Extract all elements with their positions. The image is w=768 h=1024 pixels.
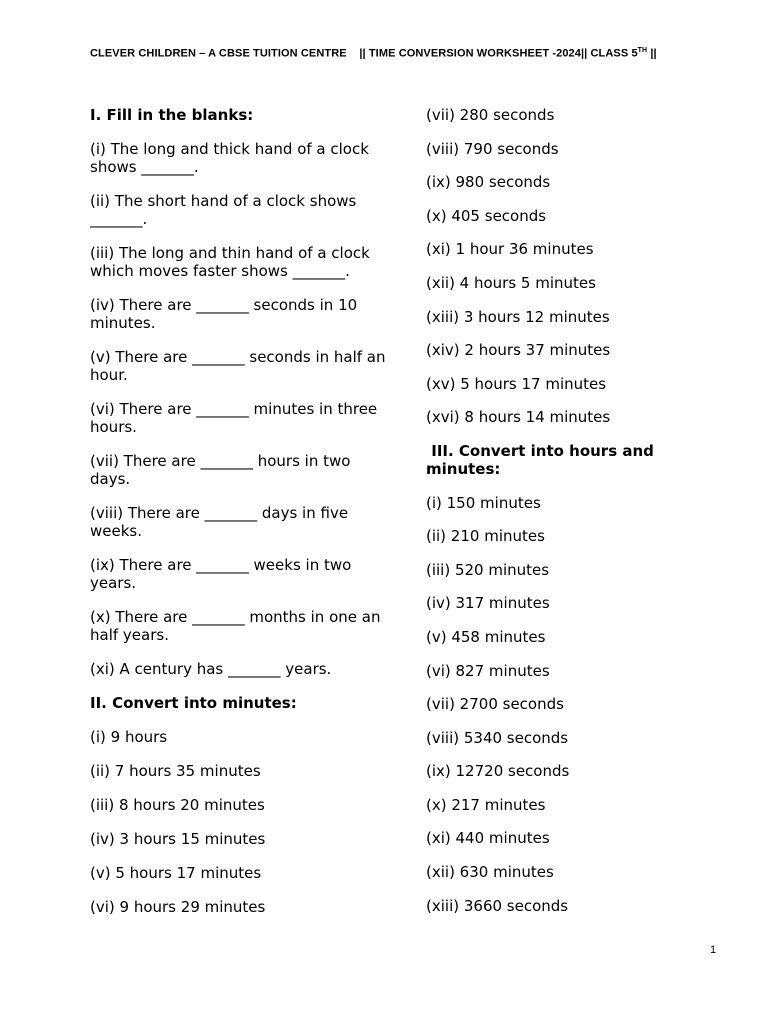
- fill-blank-item: (vii) There are _______ hours in two days.: [90, 452, 351, 488]
- fill-blank-item: (iii) The long and thin hand of a clock which moves faster shows _______.: [90, 244, 370, 280]
- header-separator: ||: [581, 47, 588, 60]
- header-class-label: CLASS 5: [590, 47, 638, 60]
- convert-minutes-item: (xvi) 8 hours 14 minutes: [426, 408, 611, 427]
- header-centre-name: CLEVER CHILDREN – A CBSE TUITION CENTRE: [90, 47, 347, 60]
- convert-minutes-item: (xiv) 2 hours 37 minutes: [426, 341, 611, 360]
- section-1-title: I. Fill in the blanks:: [90, 106, 254, 124]
- convert-hours-item: (ii) 210 minutes: [426, 527, 545, 546]
- convert-hours-item: (x) 217 minutes: [426, 795, 546, 814]
- convert-minutes-item: (iii) 8 hours 20 minutes: [90, 796, 265, 814]
- convert-hours-item: (v) 458 minutes: [426, 627, 546, 646]
- fill-blank-item: (iv) There are _______ seconds in 10 minutes.: [90, 296, 358, 332]
- convert-minutes-item: (vii) 280 seconds: [426, 106, 555, 124]
- header-class-superscript: TH: [637, 47, 648, 54]
- left-column: [90, 106, 390, 932]
- page-header: [90, 47, 710, 60]
- convert-minutes-item: (xiii) 3 hours 12 minutes: [426, 307, 610, 326]
- convert-hours-item: (ix) 12720 seconds: [426, 762, 570, 781]
- convert-minutes-item: (xv) 5 hours 17 minutes: [426, 374, 607, 393]
- header-separator: ||: [359, 47, 366, 60]
- convert-minutes-item: (v) 5 hours 17 minutes: [90, 864, 262, 882]
- convert-hours-item: (vi) 827 minutes: [426, 661, 550, 680]
- section-2-title: II. Convert into minutes:: [90, 694, 297, 712]
- convert-minutes-item: (xii) 4 hours 5 minutes: [426, 273, 596, 292]
- convert-hours-item: (viii) 5340 seconds: [426, 728, 569, 747]
- convert-hours-item: (iv) 317 minutes: [426, 594, 550, 613]
- convert-hours-item: (iii) 520 minutes: [426, 560, 550, 579]
- fill-blank-item: (vi) There are _______ minutes in three hours.: [90, 400, 378, 436]
- page-number: 1: [710, 944, 717, 956]
- convert-hours-item: (vii) 2700 seconds: [426, 695, 564, 714]
- convert-minutes-item: (i) 9 hours: [90, 728, 168, 746]
- header-separator: ||: [650, 47, 657, 60]
- convert-hours-item: (i) 150 minutes: [426, 493, 541, 512]
- convert-hours-item: (xi) 440 minutes: [426, 829, 550, 848]
- convert-minutes-item: (ix) 980 seconds: [426, 173, 551, 192]
- fill-blank-item: (ii) The short hand of a clock shows _______.: [90, 192, 357, 228]
- convert-minutes-item: (x) 405 seconds: [426, 206, 547, 225]
- convert-hours-item: (xii) 630 minutes: [426, 863, 554, 882]
- convert-hours-item: (xiii) 3660 seconds: [426, 896, 569, 915]
- fill-blank-item: (ix) There are _______ weeks in two years.: [90, 556, 352, 592]
- convert-minutes-item: (vi) 9 hours 29 minutes: [90, 898, 266, 916]
- right-column: [426, 106, 726, 930]
- convert-minutes-item: (ii) 7 hours 35 minutes: [90, 762, 261, 780]
- header-worksheet-title: TIME CONVERSION WORKSHEET -2024: [368, 47, 581, 60]
- section-3-title: III. Convert into hours and minutes:: [426, 441, 660, 478]
- fill-blank-item: (xi) A century has _______ years.: [90, 660, 332, 678]
- convert-minutes-item: (xi) 1 hour 36 minutes: [426, 240, 594, 259]
- convert-minutes-item: (iv) 3 hours 15 minutes: [90, 830, 266, 848]
- fill-blank-item: (x) There are _______ months in one an half years.: [90, 608, 381, 644]
- convert-minutes-item: (viii) 790 seconds: [426, 139, 559, 158]
- fill-blank-item: (viii) There are _______ days in five weeks.: [90, 504, 349, 540]
- fill-blank-item: (i) The long and thick hand of a clock shows _______.: [90, 140, 369, 176]
- fill-blank-item: (v) There are _______ seconds in half an hour.: [90, 348, 386, 384]
